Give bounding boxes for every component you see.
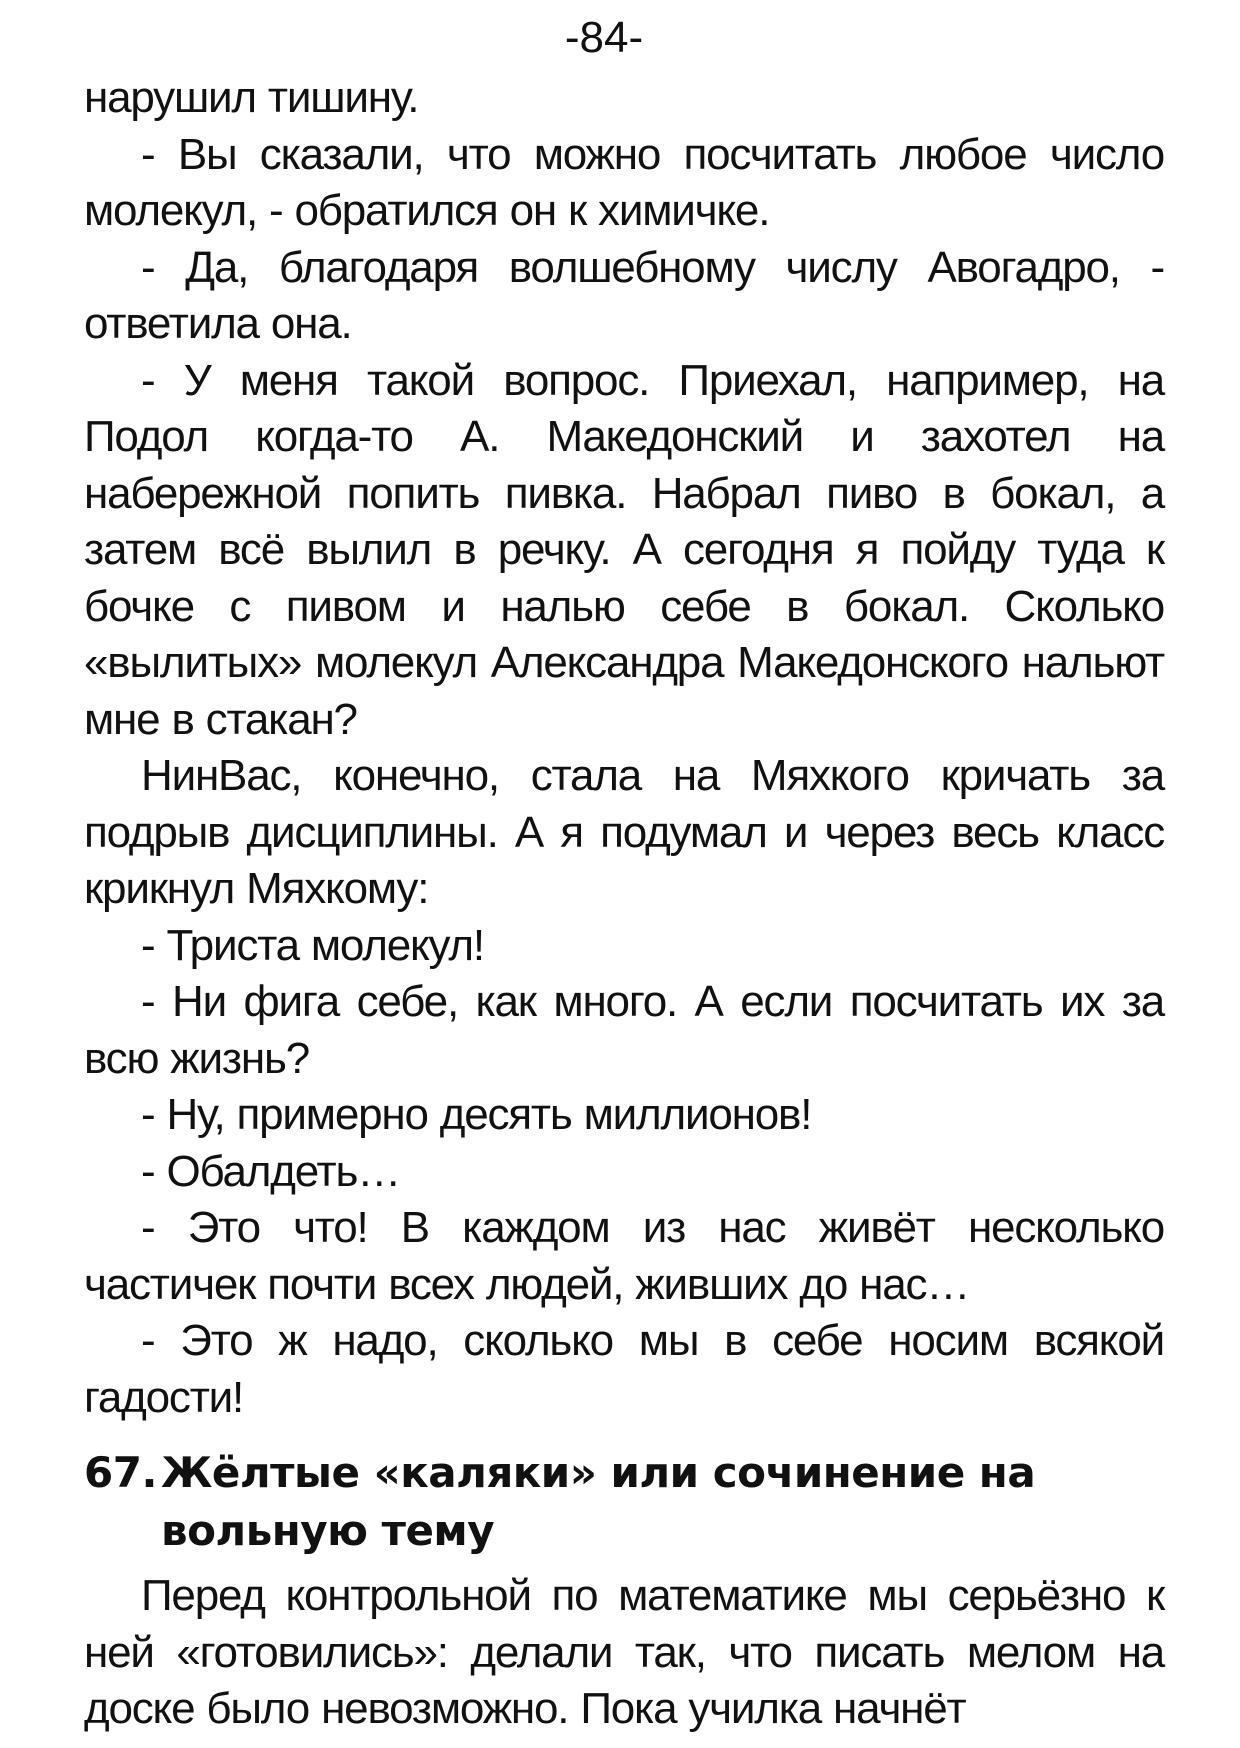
paragraph: нарушил тишину. [84,73,419,122]
paragraph: - Ни фига себе, как много. А если посчитать их за всю жизнь? [84,977,1164,1083]
section-title: Жёлтые «каляки» или сочинение на вольную тему [161,1448,1036,1555]
paragraph: - Это ж надо, сколько мы в себе носим всякой гадости! [84,1316,1164,1422]
paragraph: - Да, благодаря волшебному числу Авогадро, - ответила она. [84,242,1164,348]
section-number: 67. [84,1448,157,1497]
paragraph: - Триста молекул! [141,920,484,970]
paragraph: - Ну, примерно десять миллионов! [141,1090,812,1139]
page-number: -84- [564,13,644,62]
paragraph: НинВас, конечно, стала на Мяхкого кричать за подрыв дисциплины. А я подумал и через весь класс крикнул Мяхкому: [84,751,1164,913]
paragraph: - У меня такой вопрос. Приехал, например, на Подол когда-то А. Македонский и захотел на набережной попить пивка. Набрал пиво в бокал, а затем всё вылил в речку. А сегодня я пойду туда к бочке с пивом и налью себе в бокал. Сколько «вылитых» молекул Александра Македонского нальют мне в стакан? [84,355,1164,744]
paragraph: - Обалдеть… [141,1146,400,1196]
book-page [84,10,1164,1738]
paragraph: Перед контрольной по математике мы серьёзно к ней «готовились»: делали так, что писать мелом на доске было невозможно. Пока училка начнёт [84,1571,1164,1733]
section-heading [84,1444,1164,1560]
paragraph: - Это что! В каждом из нас живёт несколько частичек почти всех людей, живших до нас… [84,1203,1164,1309]
paragraph: - Вы сказали, что можно посчитать любое число молекул, - обратился он к химичке. [84,129,1164,235]
